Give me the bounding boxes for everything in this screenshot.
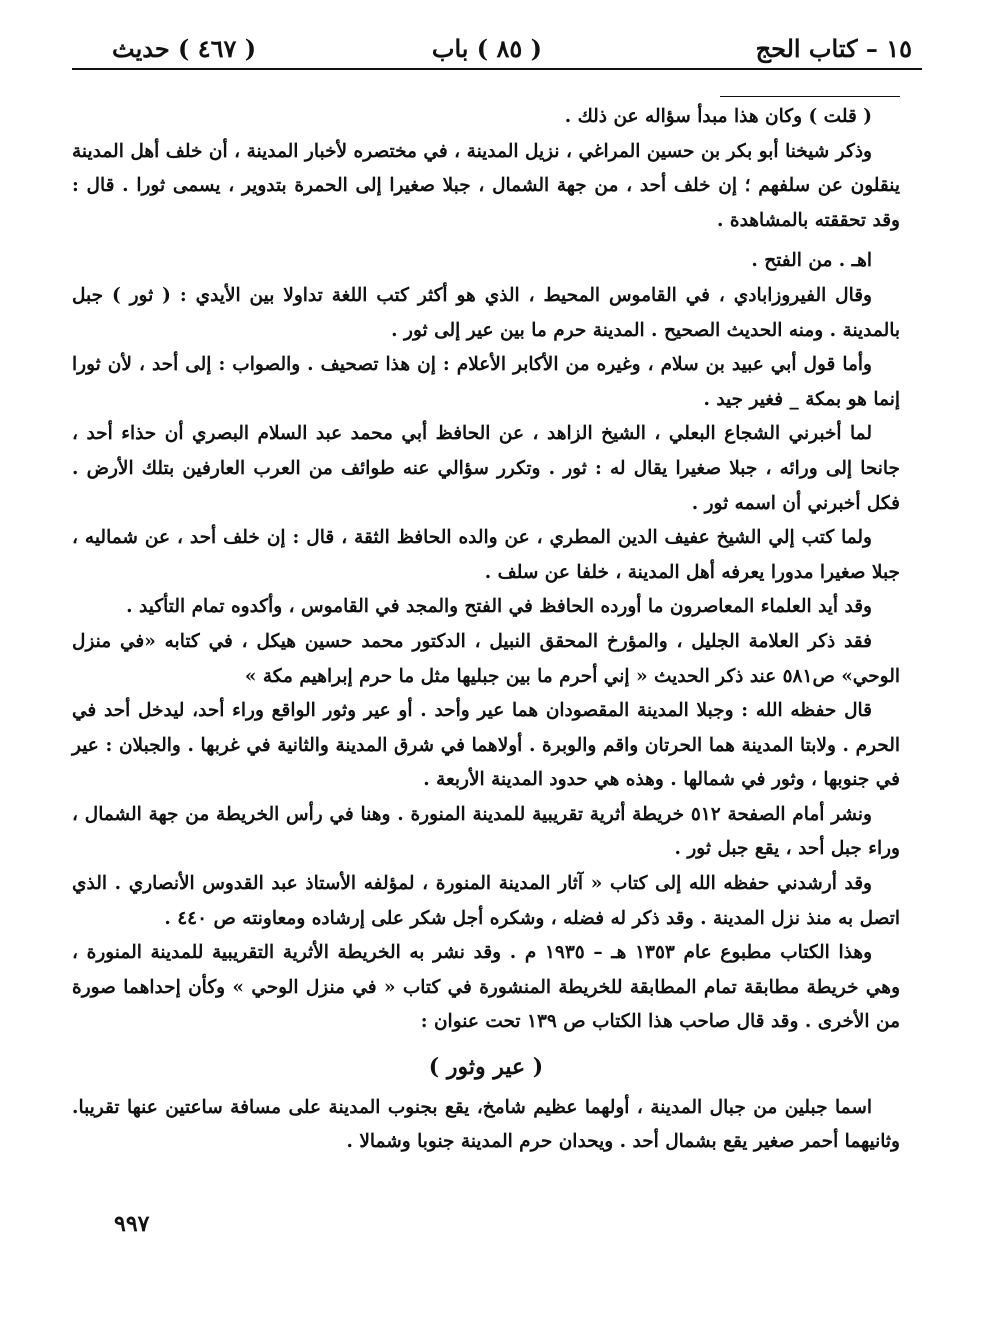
paragraph: ولما كتب إلي الشيخ عفيف الدين المطري ، عن والده الحافظ الثقة ، قال : إن خلف أحد ، عن شماليه ، جبلا صغيرا مدورا يعرفه أهل المدينة ، خلفا عن سلف . <box>72 527 900 583</box>
main-text <box>72 100 900 1160</box>
header-rule <box>72 68 922 70</box>
header-book-title: ١٥ – كتاب الحج <box>755 34 912 63</box>
paragraph: ( قلت ) وكان هذا مبدأ سؤاله عن ذلك . <box>564 106 872 127</box>
paragraph: وذكر شيخنا أبو بكر بن حسين المراغي ، نزيل المدينة ، في مختصره لأخبار المدينة ، أن خلف أهل المدينة ينقلون عن سلفهم ؛ إن خلف أحد ، من جهة الشمال ، جبلا صغيرا إلى الحمرة بتدوير ، يسمى ثورا . قال : وقد تحققته بالمشاهدة . <box>72 140 900 231</box>
closing-paragraph: اسما جبلين من جبال المدينة ، أولهما عظيم شامخ، يقع بجنوب المدينة على مسافة ساعتين عنها تقريبا. وثانيهما أحمر صغير يقع بشمال أحد . ويحدان حرم المدينة جنوبا وشمالا . <box>72 1096 900 1153</box>
paragraph: وقال الفيروزابادي ، في القاموس المحيط ، الذي هو أكثر كتب اللغة تداولا بين الأيدي : ( ثور ) جبل بالمدينة . ومنه الحديث الصحيح . المدينة حرم ما بين عير إلى ثور . <box>72 284 900 341</box>
paragraph: وهذا الكتاب مطبوع عام ١٣٥٣ هـ – ١٩٣٥ م . وقد نشر به الخريطة الأثرية التقريبية للمدينة المنورة ، وهي خريطة مطابقة تمام المطابقة للخريطة المنشورة في كتاب « في منزل الوحي » وكأن إحداهما صورة من الأخرى . وقد قال صاحب هذا الكتاب ص ١٣٩ تحت عنوان : <box>72 942 900 1033</box>
paragraph: قال حفظه الله : وجبلا المدينة المقصودان هما عير وأحد . أو عير وثور الواقع وراء أحد، ليدخل أحد في الحرم . ولابتا المدينة هما الحرتان واقم والوبرة . أولاهما في شرق المدينة والثانية في غربها . والجبلان : عير في جنوبها ، وثور في شمالها . وهذه هي حدود المدينة الأربعة . <box>72 700 900 791</box>
paragraph: وأما قول أبي عبيد بن سلام ، وغيره من الأكابر الأعلام : إن هذا تصحيف . والصواب : إلى أحد ، لأن ثورا إنما هو بمكة _ فغير جيد . <box>72 354 900 410</box>
header-chapter-number: ( ٨٥ ) باب <box>431 34 542 63</box>
paragraph: وقد أيد العلماء المعاصرون ما أورده الحافظ في الفتح والمجد في القاموس ، وأكدوه تمام التأكيد . <box>126 596 872 618</box>
page-number: ٩٩٧ <box>114 1211 150 1237</box>
header-short-rule <box>720 96 900 97</box>
paragraph: وقد أرشدني حفظه الله إلى كتاب « آثار المدينة المنورة ، لمؤلفه الأستاذ عبد القدوس الأنصاري . الذي اتصل به منذ نزل المدينة . وقد ذكر له فضله ، وشكره أجل شكر على إرشاده ومعاونته ص ٤٤٠ . <box>72 873 900 929</box>
section-subtitle: ( عير وثور ) <box>428 1054 544 1081</box>
paragraph: ونشر أمام الصفحة ٥١٢ خريطة أثرية تقريبية للمدينة المنورة . وهنا في رأس الخريطة من جهة الشمال ، وراء جبل أحد ، يقع جبل ثور . <box>72 803 900 860</box>
paragraph: فقد ذكر العلامة الجليل ، والمؤرخ المحقق النبيل ، الدكتور محمد حسين هيكل ، في كتابه «في منزل الوحي» ص٥٨١ عند ذكر الحديث « إني أحرم ما بين جبليها مثل ما حرم إبراهيم مكة » <box>72 630 900 687</box>
paragraph: اهـ . من الفتح . <box>751 250 872 272</box>
paragraph: لما أخبرني الشجاع البعلي ، الشيخ الزاهد ، عن الحافظ أبي محمد عبد السلام البصري أن حذاء أحد ، جانحا إلى ورائه ، جبلا صغيرا يقال له : ثور . وتكرر سؤالي عنه طوائف من العرب العارفين بتلك الأرض . فكل أخبرني أن اسمه ثور . <box>72 423 900 514</box>
header-hadith-number: ( ٤٦٧ ) حديث <box>112 34 257 63</box>
